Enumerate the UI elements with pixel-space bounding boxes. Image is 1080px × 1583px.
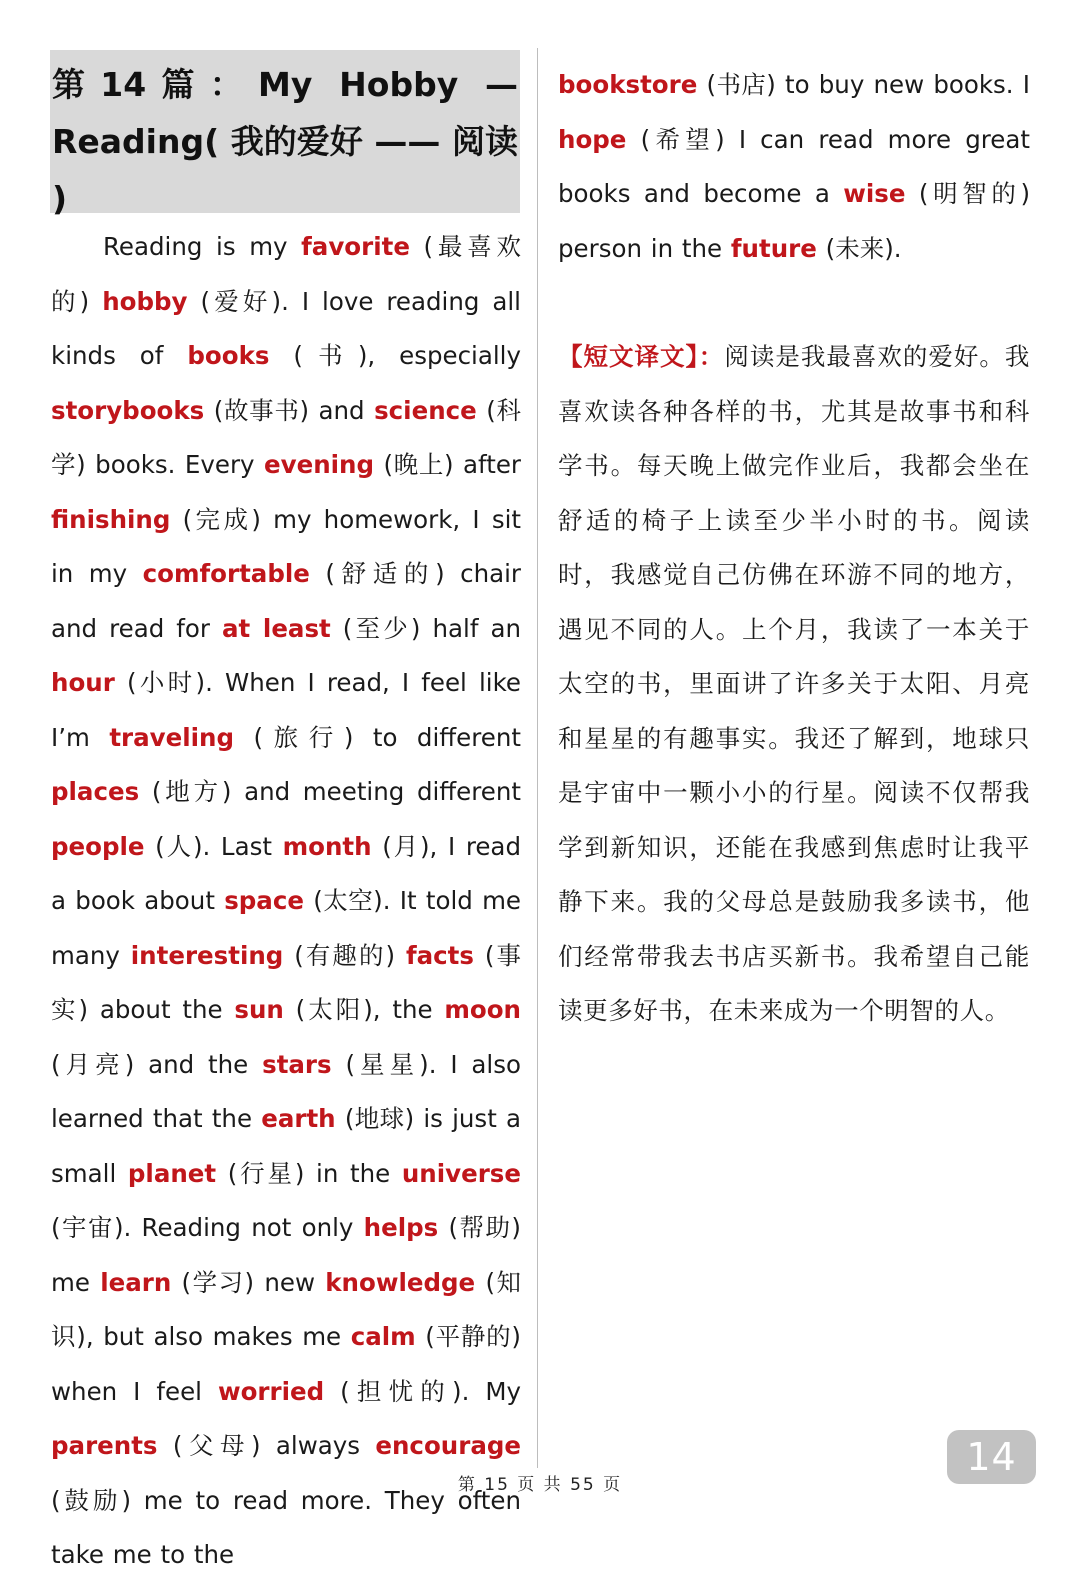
keyword: month	[282, 831, 372, 861]
keyword: learn	[100, 1267, 172, 1297]
passage-text: (太空). It told me many	[51, 886, 522, 970]
passage-text: (完成) my homework, I sit in my	[51, 504, 521, 588]
passage-text: (平静的) when I feel	[51, 1322, 521, 1406]
passage-text: (父母) always	[157, 1431, 376, 1460]
keyword: calm	[350, 1322, 416, 1351]
passage-text: (知识), but also makes me	[51, 1267, 521, 1351]
keyword: favorite	[301, 232, 410, 261]
passage-text: (书店) to buy new books. I	[697, 70, 1030, 99]
keyword: finishing	[51, 504, 171, 534]
paragraph-gap	[558, 276, 1030, 330]
passage-text: (书), especially	[269, 341, 521, 370]
passage-text: (鼓励) me to read more. They often take me to the	[51, 1485, 521, 1569]
passage-text: (旅行) to different	[234, 722, 521, 752]
passage-text: (星星). I also learned that the	[51, 1049, 521, 1133]
passage-text: (月亮) and the	[51, 1049, 263, 1079]
passage-text: (行星) in the	[216, 1158, 402, 1188]
keyword: wise	[843, 179, 906, 208]
keyword: worried	[217, 1376, 325, 1406]
translation-label: 【短文译文】：	[558, 342, 725, 371]
passage-left-column	[51, 220, 521, 1583]
translation-paragraph	[558, 330, 1030, 1039]
keyword: hobby	[102, 286, 188, 316]
passage-text: (小时). When I read, I feel like I’m	[51, 668, 521, 752]
passage-text: (未来).	[816, 233, 902, 263]
passage-text: (担忧的). My	[324, 1376, 521, 1406]
keyword: traveling	[109, 722, 235, 752]
keyword: knowledge	[325, 1267, 476, 1297]
keyword: comfortable	[142, 559, 310, 588]
keyword: hour	[51, 668, 115, 697]
keyword: stars	[262, 1049, 332, 1079]
keyword: helps	[363, 1213, 439, 1242]
column-divider	[537, 48, 538, 1468]
page-number-badge: 14	[947, 1430, 1036, 1484]
passage-text: (地球) is just a small	[51, 1104, 522, 1188]
passage-text: (宇宙). Reading not only	[51, 1213, 364, 1242]
page-footer: 第 15 页 共 55 页	[457, 1475, 623, 1495]
keyword: places	[51, 777, 140, 806]
keyword: encourage	[375, 1431, 521, 1460]
passage-text: (太阳), the	[283, 995, 445, 1024]
article-title: 第14篇：My Hobby — Reading( 我的爱好 —— 阅读 )	[50, 50, 520, 213]
passage-text: (人). Last	[144, 831, 283, 861]
passage-text: (希望) I can read more great books and become a	[558, 124, 1030, 208]
passage-text: (帮助) me	[51, 1213, 521, 1297]
passage-text: (科学) books. Every	[51, 395, 521, 479]
keyword: parents	[51, 1431, 158, 1460]
passage-text: (最喜欢的)	[51, 232, 521, 316]
keyword: earth	[261, 1104, 336, 1133]
passage-text: (爱好). I love reading all kinds of	[51, 286, 521, 370]
keyword: books	[187, 341, 270, 370]
translation-text: 阅读是我最喜欢的爱好。我喜欢读各种各样的书，尤其是故事书和科学书。每天晚上做完作业后，我都会坐在舒适的椅子上读至少半小时的书。阅读时，我感觉自己仿佛在环游不同的地方，遇见不同的人。上个月，我读了一本关于太空的书，里面讲了许多关于太阳、月亮和星星的有趣事实。我还了解到，地球只是宇宙中一颗小小的行星。阅读不仅帮我学到新知识，还能在我感到焦虑时让我平静下来。我的父母总是鼓励我多读书，他们经常带我去书店买新书。我希望自己能读更多好书，在未来成为一个明智的人。	[558, 342, 1030, 1025]
passage-right-column	[558, 58, 1030, 1039]
passage-text: (至少) half an	[330, 613, 521, 643]
keyword: facts	[405, 940, 474, 970]
keyword: sun	[234, 995, 284, 1024]
keyword: evening	[263, 450, 375, 479]
passage-text: (明智的) person in the	[558, 179, 1031, 263]
keyword: people	[51, 831, 145, 861]
passage-text: (有趣的)	[283, 940, 406, 970]
passage-text: (晚上) after	[374, 450, 521, 479]
passage-text: (地方) and meeting different	[139, 777, 521, 806]
passage-text: Reading is my	[103, 232, 302, 261]
passage-text: (学习) new	[171, 1267, 326, 1297]
keyword: space	[224, 886, 304, 915]
passage-text: (事实) about the	[51, 940, 521, 1024]
passage-paragraph	[51, 220, 521, 1583]
keyword: science	[374, 395, 477, 425]
keyword: at least	[221, 613, 331, 643]
keyword: storybooks	[51, 395, 205, 425]
passage-paragraph-continued	[558, 58, 1030, 276]
keyword: planet	[127, 1158, 217, 1188]
keyword: future	[730, 233, 817, 263]
keyword: interesting	[130, 940, 284, 970]
passage-text: (月), I read a book about	[51, 831, 521, 915]
keyword: moon	[444, 995, 521, 1024]
passage-text: (舒适的) chair and read for	[51, 559, 521, 643]
keyword: universe	[401, 1158, 521, 1188]
keyword: hope	[558, 124, 627, 154]
passage-text: (故事书) and	[204, 395, 375, 425]
keyword: bookstore	[558, 70, 698, 99]
